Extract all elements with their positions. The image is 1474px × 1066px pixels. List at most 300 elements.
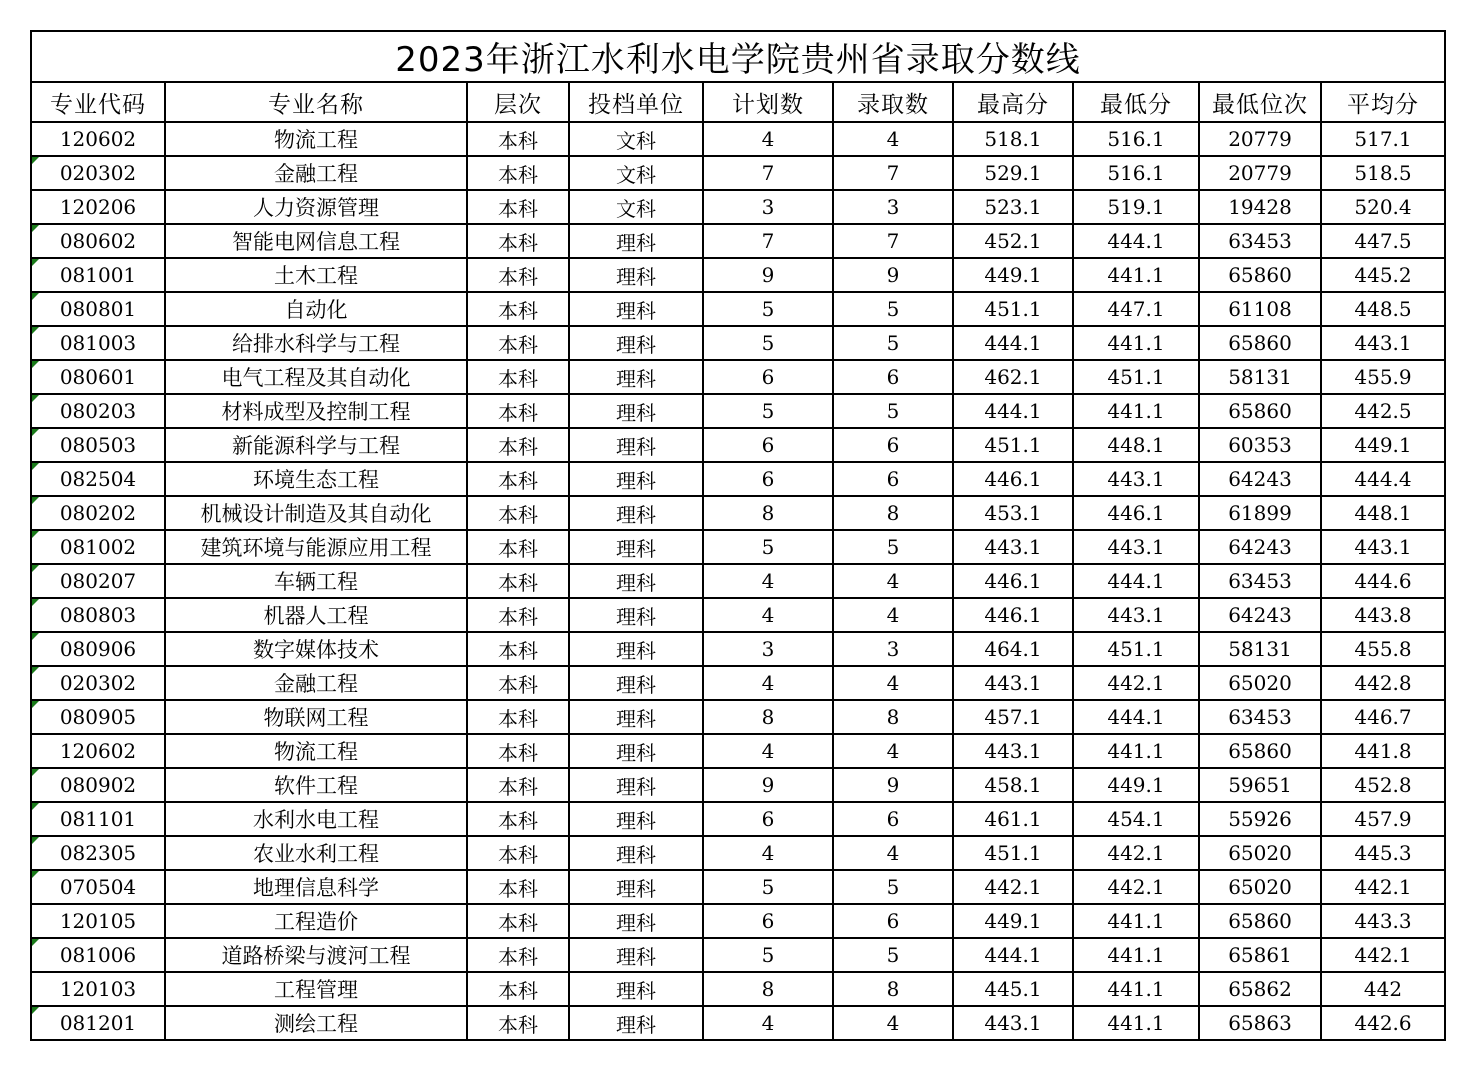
- cell-plan[interactable]: 9: [703, 768, 833, 802]
- cell-max[interactable]: 461.1: [953, 802, 1073, 836]
- cell-avg[interactable]: 442.1: [1321, 870, 1445, 904]
- cell-code[interactable]: 080203: [31, 394, 165, 428]
- cell-level[interactable]: 本科: [467, 1006, 569, 1040]
- cell-plan[interactable]: 4: [703, 1006, 833, 1040]
- cell-unit[interactable]: 文科: [569, 156, 703, 190]
- cell-code[interactable]: 081101: [31, 802, 165, 836]
- cell-name[interactable]: 机器人工程: [165, 598, 467, 632]
- cell-name[interactable]: 智能电网信息工程: [165, 224, 467, 258]
- cell-plan[interactable]: 3: [703, 632, 833, 666]
- cell-unit[interactable]: 理科: [569, 530, 703, 564]
- cell-code[interactable]: 080207: [31, 564, 165, 598]
- cell-min[interactable]: 446.1: [1073, 496, 1199, 530]
- cell-avg[interactable]: 452.8: [1321, 768, 1445, 802]
- cell-rank[interactable]: 58131: [1199, 632, 1321, 666]
- cell-plan[interactable]: 4: [703, 564, 833, 598]
- cell-rank[interactable]: 58131: [1199, 360, 1321, 394]
- cell-admit[interactable]: 5: [833, 292, 953, 326]
- cell-rank[interactable]: 61108: [1199, 292, 1321, 326]
- cell-rank[interactable]: 65020: [1199, 666, 1321, 700]
- cell-code[interactable]: 081002: [31, 530, 165, 564]
- cell-min[interactable]: 443.1: [1073, 598, 1199, 632]
- cell-admit[interactable]: 3: [833, 632, 953, 666]
- cell-admit[interactable]: 4: [833, 598, 953, 632]
- cell-name[interactable]: 新能源科学与工程: [165, 428, 467, 462]
- cell-rank[interactable]: 65860: [1199, 326, 1321, 360]
- cell-name[interactable]: 数字媒体技术: [165, 632, 467, 666]
- error-indicator-icon: [32, 157, 39, 164]
- cell-max[interactable]: 451.1: [953, 836, 1073, 870]
- cell-level[interactable]: 本科: [467, 224, 569, 258]
- cell-unit[interactable]: 理科: [569, 258, 703, 292]
- cell-rank[interactable]: 65860: [1199, 394, 1321, 428]
- cell-plan[interactable]: 4: [703, 598, 833, 632]
- cell-max[interactable]: 446.1: [953, 564, 1073, 598]
- cell-unit[interactable]: 理科: [569, 394, 703, 428]
- cell-name[interactable]: 车辆工程: [165, 564, 467, 598]
- cell-unit[interactable]: 理科: [569, 326, 703, 360]
- cell-name[interactable]: 物流工程: [165, 122, 467, 156]
- cell-name[interactable]: 工程管理: [165, 972, 467, 1006]
- cell-min[interactable]: 454.1: [1073, 802, 1199, 836]
- cell-rank[interactable]: 65860: [1199, 734, 1321, 768]
- table-row: [31, 224, 1445, 258]
- cell-avg[interactable]: 448.5: [1321, 292, 1445, 326]
- cell-min[interactable]: 443.1: [1073, 530, 1199, 564]
- cell-min[interactable]: 516.1: [1073, 122, 1199, 156]
- cell-plan[interactable]: 5: [703, 938, 833, 972]
- cell-admit[interactable]: 5: [833, 530, 953, 564]
- cell-max[interactable]: 518.1: [953, 122, 1073, 156]
- cell-level[interactable]: 本科: [467, 972, 569, 1006]
- header-admit[interactable]: 录取数: [833, 82, 953, 122]
- cell-avg[interactable]: 443.1: [1321, 530, 1445, 564]
- cell-max[interactable]: 445.1: [953, 972, 1073, 1006]
- cell-max[interactable]: 453.1: [953, 496, 1073, 530]
- cell-unit[interactable]: 理科: [569, 700, 703, 734]
- cell-max[interactable]: 443.1: [953, 530, 1073, 564]
- cell-admit[interactable]: 6: [833, 904, 953, 938]
- cell-admit[interactable]: 4: [833, 734, 953, 768]
- cell-admit[interactable]: 5: [833, 326, 953, 360]
- cell-avg[interactable]: 443.3: [1321, 904, 1445, 938]
- cell-avg[interactable]: 455.8: [1321, 632, 1445, 666]
- cell-code[interactable]: 081006: [31, 938, 165, 972]
- cell-level[interactable]: 本科: [467, 598, 569, 632]
- cell-admit[interactable]: 4: [833, 666, 953, 700]
- cell-code[interactable]: 080801: [31, 292, 165, 326]
- cell-rank[interactable]: 61899: [1199, 496, 1321, 530]
- cell-level[interactable]: 本科: [467, 394, 569, 428]
- cell-plan[interactable]: 6: [703, 802, 833, 836]
- cell-rank[interactable]: 19428: [1199, 190, 1321, 224]
- admission-score-table: [30, 30, 1446, 1041]
- cell-unit[interactable]: 理科: [569, 564, 703, 598]
- cell-avg[interactable]: 442.6: [1321, 1006, 1445, 1040]
- cell-rank[interactable]: 63453: [1199, 564, 1321, 598]
- header-plan[interactable]: 计划数: [703, 82, 833, 122]
- cell-min[interactable]: 441.1: [1073, 326, 1199, 360]
- cell-plan[interactable]: 4: [703, 836, 833, 870]
- cell-plan[interactable]: 6: [703, 904, 833, 938]
- error-indicator-icon: [32, 939, 39, 946]
- error-indicator-icon: [32, 497, 39, 504]
- cell-code[interactable]: 120206: [31, 190, 165, 224]
- cell-unit[interactable]: 理科: [569, 360, 703, 394]
- cell-avg[interactable]: 444.4: [1321, 462, 1445, 496]
- cell-max[interactable]: 449.1: [953, 258, 1073, 292]
- cell-name[interactable]: 地理信息科学: [165, 870, 467, 904]
- cell-max[interactable]: 451.1: [953, 292, 1073, 326]
- cell-code[interactable]: 081201: [31, 1006, 165, 1040]
- header-row: [31, 82, 1445, 122]
- cell-name[interactable]: 金融工程: [165, 666, 467, 700]
- cell-level[interactable]: 本科: [467, 768, 569, 802]
- cell-max[interactable]: 443.1: [953, 734, 1073, 768]
- cell-code[interactable]: 082305: [31, 836, 165, 870]
- cell-max[interactable]: 523.1: [953, 190, 1073, 224]
- cell-plan[interactable]: 6: [703, 462, 833, 496]
- cell-rank[interactable]: 65020: [1199, 836, 1321, 870]
- header-avg[interactable]: 平均分: [1321, 82, 1445, 122]
- cell-min[interactable]: 441.1: [1073, 904, 1199, 938]
- cell-admit[interactable]: 8: [833, 972, 953, 1006]
- cell-level[interactable]: 本科: [467, 360, 569, 394]
- cell-admit[interactable]: 5: [833, 938, 953, 972]
- cell-unit[interactable]: 理科: [569, 598, 703, 632]
- cell-name[interactable]: 工程造价: [165, 904, 467, 938]
- cell-admit[interactable]: 8: [833, 496, 953, 530]
- header-unit[interactable]: 投档单位: [569, 82, 703, 122]
- cell-name[interactable]: 测绘工程: [165, 1006, 467, 1040]
- cell-name[interactable]: 自动化: [165, 292, 467, 326]
- table-row: [31, 564, 1445, 598]
- table-row: [31, 360, 1445, 394]
- cell-avg[interactable]: 444.6: [1321, 564, 1445, 598]
- cell-code[interactable]: 080602: [31, 224, 165, 258]
- cell-admit[interactable]: 3: [833, 190, 953, 224]
- cell-code[interactable]: 080906: [31, 632, 165, 666]
- cell-code[interactable]: 120105: [31, 904, 165, 938]
- cell-unit[interactable]: 理科: [569, 802, 703, 836]
- cell-level[interactable]: 本科: [467, 632, 569, 666]
- cell-max[interactable]: 443.1: [953, 1006, 1073, 1040]
- cell-avg[interactable]: 447.5: [1321, 224, 1445, 258]
- cell-plan[interactable]: 5: [703, 292, 833, 326]
- table-row: [31, 802, 1445, 836]
- cell-rank[interactable]: 65862: [1199, 972, 1321, 1006]
- cell-avg[interactable]: 520.4: [1321, 190, 1445, 224]
- cell-max[interactable]: 446.1: [953, 598, 1073, 632]
- cell-rank[interactable]: 65861: [1199, 938, 1321, 972]
- cell-min[interactable]: 451.1: [1073, 632, 1199, 666]
- cell-max[interactable]: 444.1: [953, 326, 1073, 360]
- cell-unit[interactable]: 理科: [569, 428, 703, 462]
- cell-min[interactable]: 519.1: [1073, 190, 1199, 224]
- cell-level[interactable]: 本科: [467, 700, 569, 734]
- error-indicator-icon: [32, 225, 39, 232]
- cell-name[interactable]: 机械设计制造及其自动化: [165, 496, 467, 530]
- cell-admit[interactable]: 5: [833, 394, 953, 428]
- cell-level[interactable]: 本科: [467, 462, 569, 496]
- cell-code[interactable]: 120602: [31, 734, 165, 768]
- cell-max[interactable]: 452.1: [953, 224, 1073, 258]
- cell-level[interactable]: 本科: [467, 564, 569, 598]
- cell-name[interactable]: 农业水利工程: [165, 836, 467, 870]
- cell-admit[interactable]: 9: [833, 258, 953, 292]
- cell-plan[interactable]: 8: [703, 496, 833, 530]
- cell-code[interactable]: 020302: [31, 666, 165, 700]
- cell-plan[interactable]: 4: [703, 734, 833, 768]
- cell-rank[interactable]: 20779: [1199, 122, 1321, 156]
- cell-code[interactable]: 080601: [31, 360, 165, 394]
- cell-name[interactable]: 环境生态工程: [165, 462, 467, 496]
- cell-unit[interactable]: 理科: [569, 292, 703, 326]
- cell-max[interactable]: 451.1: [953, 428, 1073, 462]
- cell-code[interactable]: 080905: [31, 700, 165, 734]
- cell-unit[interactable]: 理科: [569, 904, 703, 938]
- cell-min[interactable]: 442.1: [1073, 666, 1199, 700]
- header-code[interactable]: 专业代码: [31, 82, 165, 122]
- cell-rank[interactable]: 64243: [1199, 462, 1321, 496]
- cell-min[interactable]: 441.1: [1073, 972, 1199, 1006]
- cell-unit[interactable]: 理科: [569, 870, 703, 904]
- cell-unit[interactable]: 理科: [569, 734, 703, 768]
- cell-admit[interactable]: 6: [833, 802, 953, 836]
- cell-plan[interactable]: 5: [703, 326, 833, 360]
- cell-level[interactable]: 本科: [467, 904, 569, 938]
- cell-code[interactable]: 120103: [31, 972, 165, 1006]
- cell-rank[interactable]: 65863: [1199, 1006, 1321, 1040]
- cell-min[interactable]: 444.1: [1073, 224, 1199, 258]
- cell-level[interactable]: 本科: [467, 326, 569, 360]
- table-row: [31, 1006, 1445, 1040]
- cell-plan[interactable]: 5: [703, 530, 833, 564]
- cell-plan[interactable]: 6: [703, 360, 833, 394]
- cell-min[interactable]: 449.1: [1073, 768, 1199, 802]
- cell-avg[interactable]: 442.5: [1321, 394, 1445, 428]
- cell-unit[interactable]: 理科: [569, 938, 703, 972]
- cell-min[interactable]: 441.1: [1073, 258, 1199, 292]
- error-indicator-icon: [32, 667, 39, 674]
- cell-max[interactable]: 443.1: [953, 666, 1073, 700]
- cell-unit[interactable]: 理科: [569, 836, 703, 870]
- cell-name[interactable]: 水利水电工程: [165, 802, 467, 836]
- cell-avg[interactable]: 457.9: [1321, 802, 1445, 836]
- cell-avg[interactable]: 449.1: [1321, 428, 1445, 462]
- cell-min[interactable]: 516.1: [1073, 156, 1199, 190]
- cell-avg[interactable]: 448.1: [1321, 496, 1445, 530]
- cell-avg[interactable]: 442.1: [1321, 938, 1445, 972]
- cell-rank[interactable]: 55926: [1199, 802, 1321, 836]
- cell-max[interactable]: 442.1: [953, 870, 1073, 904]
- cell-avg[interactable]: 443.8: [1321, 598, 1445, 632]
- cell-admit[interactable]: 8: [833, 700, 953, 734]
- table-row: [31, 326, 1445, 360]
- cell-unit[interactable]: 文科: [569, 122, 703, 156]
- cell-rank[interactable]: 65860: [1199, 258, 1321, 292]
- cell-name[interactable]: 物联网工程: [165, 700, 467, 734]
- cell-unit[interactable]: 理科: [569, 768, 703, 802]
- cell-unit[interactable]: 理科: [569, 496, 703, 530]
- cell-avg[interactable]: 517.1: [1321, 122, 1445, 156]
- cell-avg[interactable]: 443.1: [1321, 326, 1445, 360]
- cell-unit[interactable]: 理科: [569, 972, 703, 1006]
- page-title[interactable]: 2023年浙江水利水电学院贵州省录取分数线: [31, 31, 1445, 82]
- cell-avg[interactable]: 441.8: [1321, 734, 1445, 768]
- cell-admit[interactable]: 4: [833, 564, 953, 598]
- cell-min[interactable]: 441.1: [1073, 734, 1199, 768]
- cell-code[interactable]: 070504: [31, 870, 165, 904]
- header-name[interactable]: 专业名称: [165, 82, 467, 122]
- cell-level[interactable]: 本科: [467, 428, 569, 462]
- cell-plan[interactable]: 5: [703, 394, 833, 428]
- cell-level[interactable]: 本科: [467, 938, 569, 972]
- error-indicator-icon: [32, 565, 39, 572]
- cell-min[interactable]: 441.1: [1073, 938, 1199, 972]
- cell-level[interactable]: 本科: [467, 870, 569, 904]
- cell-plan[interactable]: 6: [703, 428, 833, 462]
- cell-level[interactable]: 本科: [467, 258, 569, 292]
- cell-level[interactable]: 本科: [467, 122, 569, 156]
- cell-avg[interactable]: 445.3: [1321, 836, 1445, 870]
- cell-level[interactable]: 本科: [467, 802, 569, 836]
- cell-level[interactable]: 本科: [467, 734, 569, 768]
- cell-level[interactable]: 本科: [467, 156, 569, 190]
- cell-max[interactable]: 449.1: [953, 904, 1073, 938]
- cell-name[interactable]: 金融工程: [165, 156, 467, 190]
- cell-name[interactable]: 软件工程: [165, 768, 467, 802]
- cell-code[interactable]: 082504: [31, 462, 165, 496]
- cell-admit[interactable]: 4: [833, 1006, 953, 1040]
- cell-level[interactable]: 本科: [467, 190, 569, 224]
- cell-rank[interactable]: 60353: [1199, 428, 1321, 462]
- cell-unit[interactable]: 理科: [569, 462, 703, 496]
- table-row: [31, 462, 1445, 496]
- cell-level[interactable]: 本科: [467, 530, 569, 564]
- cell-code[interactable]: 020302: [31, 156, 165, 190]
- cell-rank[interactable]: 59651: [1199, 768, 1321, 802]
- cell-min[interactable]: 441.1: [1073, 394, 1199, 428]
- cell-admit[interactable]: 6: [833, 360, 953, 394]
- cell-plan[interactable]: 3: [703, 190, 833, 224]
- header-max[interactable]: 最高分: [953, 82, 1073, 122]
- cell-max[interactable]: 457.1: [953, 700, 1073, 734]
- cell-max[interactable]: 529.1: [953, 156, 1073, 190]
- cell-min[interactable]: 442.1: [1073, 870, 1199, 904]
- cell-rank[interactable]: 65860: [1199, 904, 1321, 938]
- cell-min[interactable]: 448.1: [1073, 428, 1199, 462]
- cell-plan[interactable]: 8: [703, 700, 833, 734]
- cell-code[interactable]: 120602: [31, 122, 165, 156]
- cell-min[interactable]: 443.1: [1073, 462, 1199, 496]
- cell-plan[interactable]: 4: [703, 122, 833, 156]
- cell-name[interactable]: 电气工程及其自动化: [165, 360, 467, 394]
- cell-max[interactable]: 446.1: [953, 462, 1073, 496]
- cell-rank[interactable]: 64243: [1199, 598, 1321, 632]
- cell-rank[interactable]: 63453: [1199, 224, 1321, 258]
- cell-max[interactable]: 458.1: [953, 768, 1073, 802]
- cell-max[interactable]: 444.1: [953, 938, 1073, 972]
- cell-avg[interactable]: 442.8: [1321, 666, 1445, 700]
- cell-code[interactable]: 081001: [31, 258, 165, 292]
- cell-level[interactable]: 本科: [467, 496, 569, 530]
- header-min[interactable]: 最低分: [1073, 82, 1199, 122]
- cell-code[interactable]: 080503: [31, 428, 165, 462]
- cell-admit[interactable]: 4: [833, 836, 953, 870]
- cell-level[interactable]: 本科: [467, 292, 569, 326]
- cell-plan[interactable]: 8: [703, 972, 833, 1006]
- cell-rank[interactable]: 65020: [1199, 870, 1321, 904]
- cell-name[interactable]: 给排水科学与工程: [165, 326, 467, 360]
- cell-admit[interactable]: 7: [833, 156, 953, 190]
- cell-name[interactable]: 人力资源管理: [165, 190, 467, 224]
- cell-plan[interactable]: 5: [703, 870, 833, 904]
- cell-level[interactable]: 本科: [467, 666, 569, 700]
- cell-rank[interactable]: 64243: [1199, 530, 1321, 564]
- error-indicator-icon: [32, 531, 39, 538]
- header-rank[interactable]: 最低位次: [1199, 82, 1321, 122]
- cell-min[interactable]: 444.1: [1073, 700, 1199, 734]
- cell-unit[interactable]: 理科: [569, 1006, 703, 1040]
- cell-admit[interactable]: 5: [833, 870, 953, 904]
- cell-plan[interactable]: 4: [703, 666, 833, 700]
- cell-max[interactable]: 444.1: [953, 394, 1073, 428]
- cell-min[interactable]: 447.1: [1073, 292, 1199, 326]
- cell-rank[interactable]: 20779: [1199, 156, 1321, 190]
- cell-name[interactable]: 材料成型及控制工程: [165, 394, 467, 428]
- cell-plan[interactable]: 7: [703, 224, 833, 258]
- cell-unit[interactable]: 理科: [569, 224, 703, 258]
- cell-min[interactable]: 451.1: [1073, 360, 1199, 394]
- cell-code[interactable]: 080902: [31, 768, 165, 802]
- cell-max[interactable]: 462.1: [953, 360, 1073, 394]
- cell-code[interactable]: 081003: [31, 326, 165, 360]
- cell-name[interactable]: 物流工程: [165, 734, 467, 768]
- cell-admit[interactable]: 4: [833, 122, 953, 156]
- cell-max[interactable]: 464.1: [953, 632, 1073, 666]
- cell-name[interactable]: 道路桥梁与渡河工程: [165, 938, 467, 972]
- cell-avg[interactable]: 442: [1321, 972, 1445, 1006]
- cell-min[interactable]: 442.1: [1073, 836, 1199, 870]
- cell-admit[interactable]: 9: [833, 768, 953, 802]
- cell-rank[interactable]: 63453: [1199, 700, 1321, 734]
- cell-admit[interactable]: 6: [833, 428, 953, 462]
- cell-admit[interactable]: 6: [833, 462, 953, 496]
- cell-unit[interactable]: 理科: [569, 632, 703, 666]
- cell-name[interactable]: 土木工程: [165, 258, 467, 292]
- cell-avg[interactable]: 446.7: [1321, 700, 1445, 734]
- table-row: [31, 632, 1445, 666]
- header-level[interactable]: 层次: [467, 82, 569, 122]
- cell-code[interactable]: 080803: [31, 598, 165, 632]
- cell-name[interactable]: 建筑环境与能源应用工程: [165, 530, 467, 564]
- cell-plan[interactable]: 7: [703, 156, 833, 190]
- cell-avg[interactable]: 518.5: [1321, 156, 1445, 190]
- cell-level[interactable]: 本科: [467, 836, 569, 870]
- cell-min[interactable]: 444.1: [1073, 564, 1199, 598]
- cell-unit[interactable]: 文科: [569, 190, 703, 224]
- error-indicator-icon: [32, 463, 39, 470]
- table-row: [31, 598, 1445, 632]
- cell-admit[interactable]: 7: [833, 224, 953, 258]
- cell-avg[interactable]: 445.2: [1321, 258, 1445, 292]
- cell-unit[interactable]: 理科: [569, 666, 703, 700]
- cell-avg[interactable]: 455.9: [1321, 360, 1445, 394]
- cell-code[interactable]: 080202: [31, 496, 165, 530]
- cell-min[interactable]: 441.1: [1073, 1006, 1199, 1040]
- cell-plan[interactable]: 9: [703, 258, 833, 292]
